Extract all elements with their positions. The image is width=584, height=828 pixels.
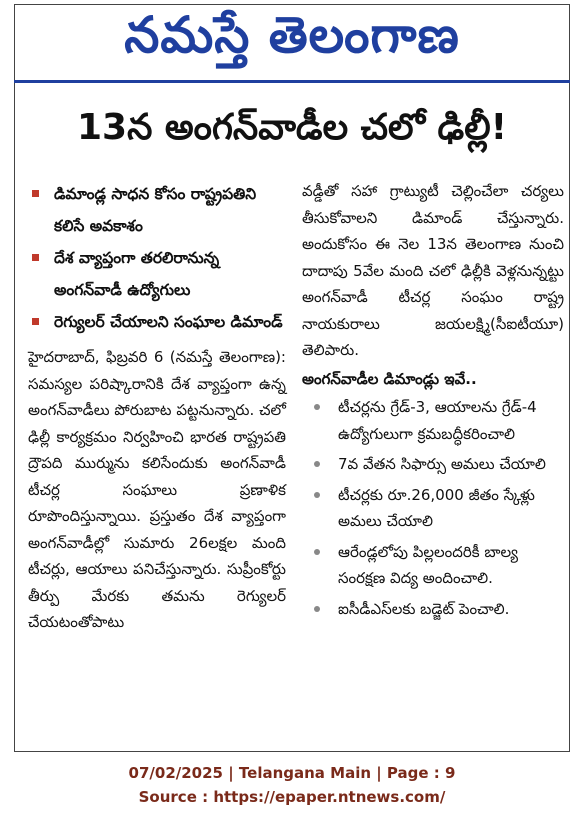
round-bullet-icon: [314, 492, 320, 498]
demand-item: [302, 394, 564, 447]
highlight-text: డిమాండ్ల సాధన కోసం రాష్ట్రపతిని కలిసే అవకాశం: [54, 185, 257, 235]
demand-item: [302, 596, 564, 623]
demand-text: ఆరేండ్లలోపు పిల్లలందరికీ బాల్య సంరక్షణ విద్య అందించాలి.: [338, 542, 518, 587]
highlight-item: [28, 178, 286, 242]
left-column: [28, 178, 286, 636]
highlight-item: [28, 306, 286, 338]
highlight-text: దేశ వ్యాప్తంగా తరలిరానున్న అంగన్‌వాడీ ఉద్యోగులు: [54, 249, 220, 299]
demand-text: టీచర్లకు రూ.26,000 జీతం స్కేళ్లు అమలు చేయాలి: [338, 485, 535, 530]
round-bullet-icon: [314, 461, 320, 467]
round-bullet-icon: [314, 549, 320, 555]
right-column: [302, 178, 564, 626]
article-headline: 13న అంగన్‌వాడీల చలో ఢిల్లీ!: [76, 107, 508, 148]
demands-heading: అంగన్‌వాడీల డిమాండ్లు ఇవే..: [302, 369, 477, 388]
highlight-item: [28, 242, 286, 306]
demand-list: [302, 394, 564, 622]
round-bullet-icon: [314, 404, 320, 410]
round-bullet-icon: [314, 606, 320, 612]
square-bullet-icon: [32, 190, 39, 197]
footer-source-link[interactable]: Source : https://epaper.ntnews.com/: [138, 788, 446, 806]
highlight-list: [28, 178, 286, 338]
footer-date-page: 07/02/2025 | Telangana Main | Page : 9: [128, 764, 456, 782]
demand-item: [302, 482, 564, 535]
demand-item: [302, 539, 564, 592]
demand-item: [302, 451, 564, 478]
demand-text: టీచర్లను గ్రేడ్-3, ఆయాలను గ్రేడ్-4 ఉద్యోగులుగా క్రమబద్ధీకరించాలి: [338, 398, 537, 443]
newspaper-masthead: నమస్తే తెలంగాణ: [124, 6, 460, 64]
demand-text: 7వ వేతన సిఫార్సు అమలు చేయాలి: [338, 455, 546, 473]
highlight-text: రెగ్యులర్ చేయాలని సంఘాల డిమాండ్: [54, 313, 283, 331]
article-body-left: హైదరాబాద్, ఫిబ్రవరి 6 (నమస్తే తెలంగాణ): సమస్యల పరిష్కారానికి దేశ వ్యాప్తంగా ఉన్న అంగన్‌వాడీలు పోరుబాట పట్టనున్నారు. చలో ఢిల్లీ కార్యక్రమం నిర్వహించి భారత రాష్ట్రపతి ద్రౌపది ముర్మును కలిసేందుకు అంగన్‌వాడీ టీచర్ల సంఘాలు ప్రణాళిక రూపొందిస్తున్నాయి. ప్రస్తుతం దేశ వ్యాప్తంగా అంగన్‌వాడీల్లో సుమారు 26లక్షల మంది టీచర్లు, ఆయాలు పనిచేస్తున్నారు. సుప్రీంకోర్టు తీర్పు మేరకు తమను రెగ్యులర్ చేయటంతోపాటు: [28, 348, 286, 631]
article-body-right: వడ్డీతో సహా గ్రాట్యుటీ చెల్లించేలా చర్యలు తీసుకోవాలని డిమాండ్ చేస్తున్నారు. అందుకోసం ఈ నెల 13న తెలంగాణ నుంచి దాదాపు 5వేల మంది చలో ఢిల్లీకి వెళ్లనున్నట్టు అంగన్‌వాడీ టీచర్ల సంఘం రాష్ట్ర నాయకురాలు జయలక్ష్మి(సీఐటీయూ) తెలిపారు.: [302, 182, 564, 359]
square-bullet-icon: [32, 318, 39, 325]
square-bullet-icon: [32, 254, 39, 261]
demand-text: ఐసీడీఎస్‌లకు బడ్జెట్ పెంచాలి.: [338, 599, 510, 618]
masthead-rule: [14, 80, 570, 83]
